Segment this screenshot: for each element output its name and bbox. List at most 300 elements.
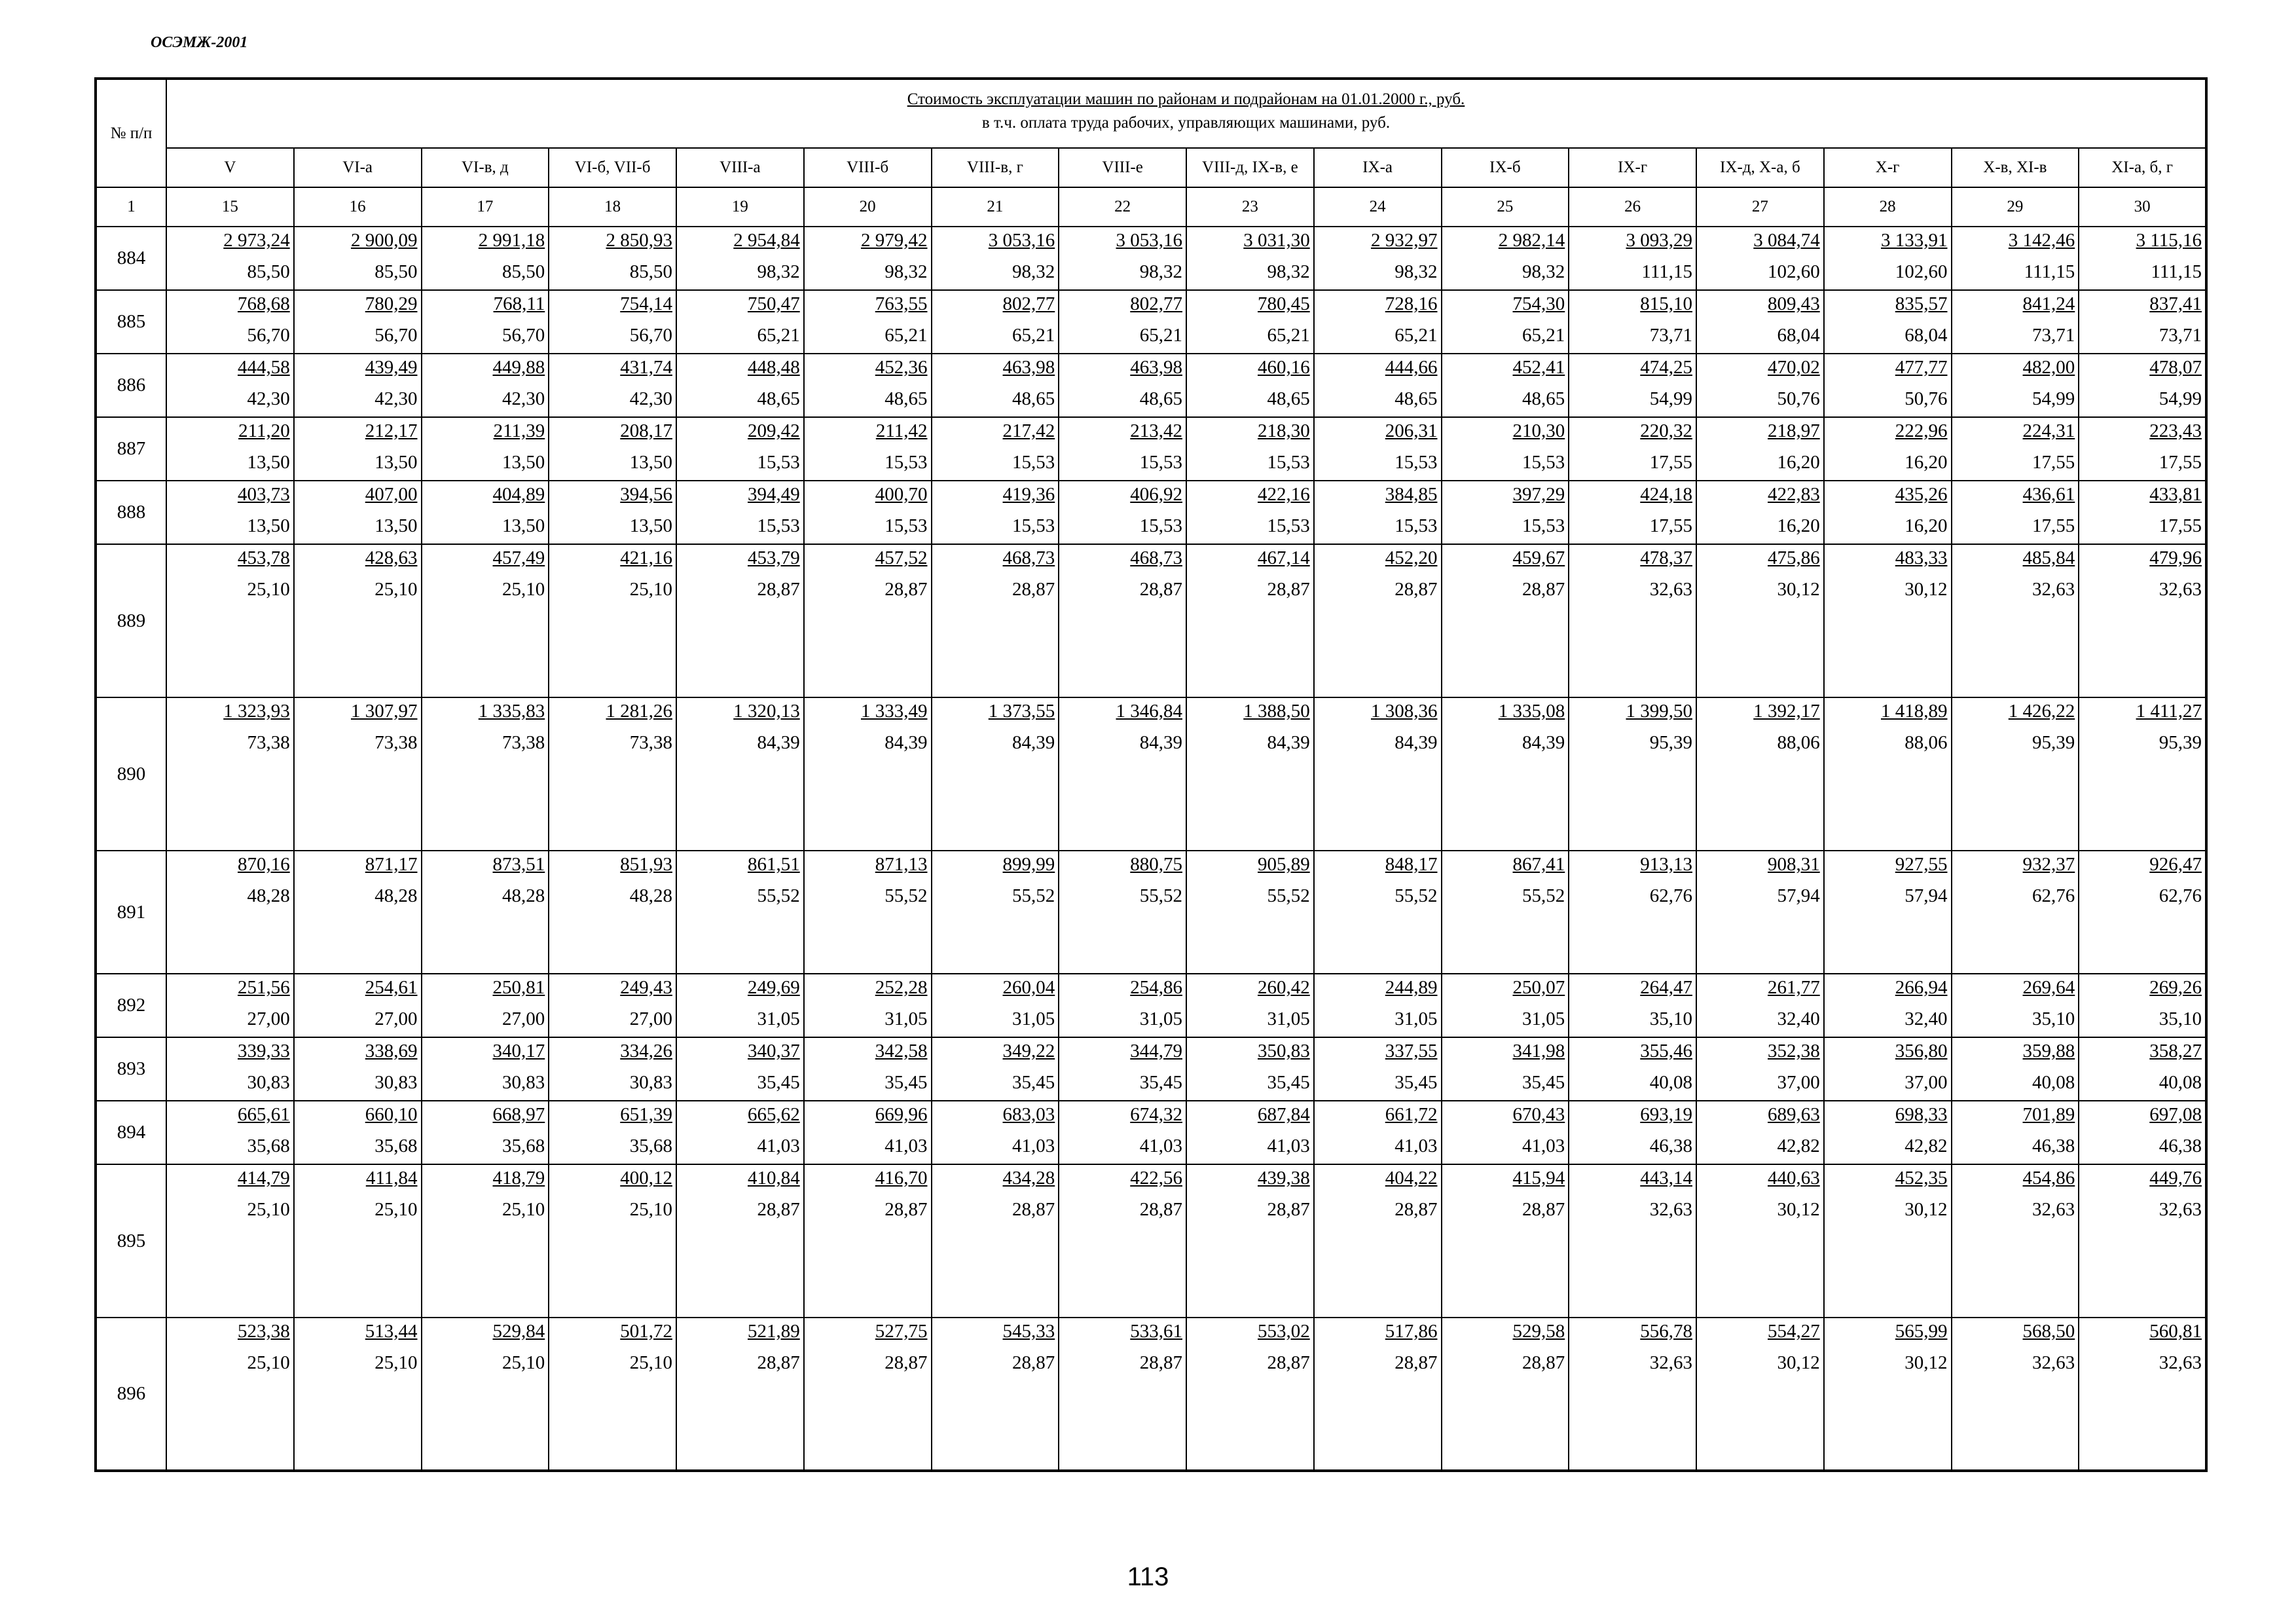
- operating-cost-value: 428,63: [365, 547, 418, 568]
- value-cell: [1059, 851, 1186, 974]
- value-cell: [804, 417, 932, 481]
- value-cell: [1314, 481, 1442, 544]
- labor-cost-value: 41,03: [757, 1135, 800, 1156]
- value-cell: [1952, 417, 2079, 481]
- labor-cost-value: 30,83: [629, 1072, 672, 1093]
- labor-cost-value: 15,53: [1139, 452, 1182, 473]
- labor-cost-value: 31,05: [1012, 1008, 1055, 1029]
- operating-cost-value: 932,37: [2022, 854, 2075, 875]
- labor-cost-value: 65,21: [1267, 325, 1310, 346]
- operating-cost-value: 251,56: [238, 977, 290, 998]
- value-cell: [422, 290, 549, 354]
- labor-cost-value: 28,87: [1012, 1199, 1055, 1220]
- value-cell: [1824, 1037, 1952, 1101]
- operating-cost-value: 439,38: [1258, 1168, 1310, 1189]
- value-cell: [932, 1037, 1059, 1101]
- operating-cost-value: 211,20: [238, 420, 290, 441]
- row-number: 885: [96, 290, 166, 354]
- labor-cost-value: 98,32: [1522, 261, 1565, 282]
- labor-cost-value: 28,87: [1394, 579, 1438, 600]
- labor-cost-value: 15,53: [1394, 452, 1438, 473]
- operating-cost-value: 560,81: [2149, 1321, 2202, 1342]
- operating-cost-value: 556,78: [1640, 1321, 1692, 1342]
- operating-cost-value: 477,77: [1895, 357, 1948, 378]
- labor-cost-value: 56,70: [629, 325, 672, 346]
- table-row: [96, 851, 2206, 974]
- value-cell: [676, 290, 804, 354]
- value-cell: [1059, 1164, 1186, 1318]
- operating-cost-value: 697,08: [2149, 1104, 2202, 1125]
- value-cell: [1186, 481, 1314, 544]
- labor-cost-value: 85,50: [247, 261, 290, 282]
- table-row: [96, 290, 2206, 354]
- column-name-header: VIII-а: [676, 148, 804, 187]
- value-cell: [1824, 227, 1952, 290]
- labor-cost-value: 95,39: [1649, 732, 1692, 753]
- labor-cost-value: 54,99: [1649, 388, 1692, 409]
- operating-cost-value: 841,24: [2022, 293, 2075, 314]
- operating-cost-value: 355,46: [1640, 1041, 1692, 1061]
- operating-cost-value: 448,48: [748, 357, 800, 378]
- labor-cost-value: 25,10: [629, 1199, 672, 1220]
- operating-cost-value: 384,85: [1385, 484, 1438, 505]
- labor-cost-value: 30,12: [1777, 1352, 1820, 1373]
- operating-cost-value: 334,26: [620, 1041, 672, 1061]
- value-cell: [549, 227, 676, 290]
- operating-cost-value: 249,43: [620, 977, 672, 998]
- value-cell: [549, 1318, 676, 1471]
- value-cell: [1186, 417, 1314, 481]
- value-cell: [422, 974, 549, 1037]
- operating-cost-value: 1 411,27: [2136, 701, 2202, 722]
- labor-cost-value: 73,71: [1649, 325, 1692, 346]
- operating-cost-value: 698,33: [1895, 1104, 1948, 1125]
- operating-cost-value: 459,67: [1512, 547, 1565, 568]
- operating-cost-value: 553,02: [1258, 1321, 1310, 1342]
- value-cell: [1314, 544, 1442, 697]
- value-cell: [294, 697, 422, 851]
- value-cell: [676, 417, 804, 481]
- table-row: [96, 481, 2206, 544]
- row-number: 887: [96, 417, 166, 481]
- value-cell: [294, 1037, 422, 1101]
- operating-cost-value: 433,81: [2149, 484, 2202, 505]
- value-cell: [1824, 290, 1952, 354]
- column-number-cell: 1: [96, 187, 166, 227]
- column-number-cell: 24: [1314, 187, 1442, 227]
- value-cell: [1442, 697, 1569, 851]
- labor-cost-value: 73,38: [629, 732, 672, 753]
- column-name-header: IX-г: [1569, 148, 1696, 187]
- labor-cost-value: 25,10: [629, 579, 672, 600]
- value-cell: [1314, 851, 1442, 974]
- operating-cost-value: 222,96: [1895, 420, 1948, 441]
- labor-cost-value: 28,87: [1267, 1199, 1310, 1220]
- operating-cost-value: 213,42: [1130, 420, 1182, 441]
- operating-cost-value: 871,17: [365, 854, 418, 875]
- labor-cost-value: 40,08: [1649, 1072, 1692, 1093]
- labor-cost-value: 15,53: [1012, 452, 1055, 473]
- labor-cost-value: 95,39: [2159, 732, 2202, 753]
- operating-cost-value: 1 333,49: [861, 701, 928, 722]
- labor-cost-value: 32,40: [1777, 1008, 1820, 1029]
- value-cell: [1186, 544, 1314, 697]
- labor-cost-value: 56,70: [502, 325, 545, 346]
- labor-cost-value: 13,50: [247, 515, 290, 536]
- operating-cost-value: 763,55: [875, 293, 928, 314]
- labor-cost-value: 57,94: [1777, 885, 1820, 906]
- labor-cost-value: 16,20: [1904, 515, 1948, 536]
- value-cell: [1569, 227, 1696, 290]
- column-numbers-row: [96, 187, 2206, 227]
- labor-cost-value: 41,03: [1267, 1135, 1310, 1156]
- operating-cost-value: 1 426,22: [2008, 701, 2075, 722]
- value-cell: [804, 1101, 932, 1164]
- labor-cost-value: 32,63: [1649, 579, 1692, 600]
- value-cell: [932, 544, 1059, 697]
- operating-cost-value: 668,97: [492, 1104, 545, 1125]
- operating-cost-value: 513,44: [365, 1321, 418, 1342]
- value-cell: [676, 1164, 804, 1318]
- value-cell: [1824, 1164, 1952, 1318]
- value-cell: [1314, 227, 1442, 290]
- labor-cost-value: 28,87: [884, 579, 928, 600]
- labor-cost-value: 32,63: [1649, 1199, 1692, 1220]
- labor-cost-value: 32,63: [2032, 1199, 2075, 1220]
- value-cell: [1442, 851, 1569, 974]
- value-cell: [422, 1164, 549, 1318]
- value-cell: [932, 697, 1059, 851]
- table-row: [96, 227, 2206, 290]
- value-cell: [1952, 1318, 2079, 1471]
- operating-cost-value: 394,56: [620, 484, 672, 505]
- value-cell: [804, 544, 932, 697]
- labor-cost-value: 28,87: [1139, 579, 1182, 600]
- labor-cost-value: 28,87: [757, 1199, 800, 1220]
- value-cell: [422, 1101, 549, 1164]
- labor-cost-value: 54,99: [2159, 388, 2202, 409]
- labor-cost-value: 35,10: [2159, 1008, 2202, 1029]
- operating-cost-value: 851,93: [620, 854, 672, 875]
- value-cell: [1952, 974, 2079, 1037]
- labor-cost-value: 85,50: [374, 261, 418, 282]
- value-cell: [1569, 1037, 1696, 1101]
- labor-cost-value: 32,63: [2159, 1199, 2202, 1220]
- operating-cost-value: 880,75: [1130, 854, 1182, 875]
- operating-cost-value: 754,14: [620, 293, 672, 314]
- labor-cost-value: 17,55: [1649, 515, 1692, 536]
- operating-cost-value: 463,98: [1130, 357, 1182, 378]
- value-cell: [1569, 974, 1696, 1037]
- labor-cost-value: 88,06: [1904, 732, 1948, 753]
- operating-cost-value: 2 954,84: [733, 230, 800, 251]
- operating-cost-value: 3 053,16: [988, 230, 1055, 251]
- operating-cost-value: 419,36: [1002, 484, 1055, 505]
- value-cell: [1824, 697, 1952, 851]
- labor-cost-value: 40,08: [2159, 1072, 2202, 1093]
- operating-cost-value: 444,58: [238, 357, 290, 378]
- value-cell: [422, 354, 549, 417]
- labor-cost-value: 35,68: [247, 1135, 290, 1156]
- operating-cost-value: 338,69: [365, 1041, 418, 1061]
- operating-cost-value: 1 373,55: [988, 701, 1055, 722]
- operating-cost-value: 337,55: [1385, 1041, 1438, 1061]
- row-number: 890: [96, 697, 166, 851]
- row-number: 892: [96, 974, 166, 1037]
- table-row: [96, 1037, 2206, 1101]
- labor-cost-value: 98,32: [1267, 261, 1310, 282]
- operating-cost-value: 674,32: [1130, 1104, 1182, 1125]
- operating-cost-value: 269,64: [2022, 977, 2075, 998]
- value-cell: [166, 417, 294, 481]
- value-cell: [1696, 1101, 1824, 1164]
- labor-cost-value: 35,45: [1012, 1072, 1055, 1093]
- value-cell: [549, 417, 676, 481]
- value-cell: [676, 974, 804, 1037]
- labor-cost-value: 84,39: [757, 732, 800, 753]
- value-cell: [1186, 227, 1314, 290]
- operating-cost-value: 260,42: [1258, 977, 1310, 998]
- labor-cost-value: 65,21: [1394, 325, 1438, 346]
- operating-cost-value: 533,61: [1130, 1321, 1182, 1342]
- operating-cost-value: 422,16: [1258, 484, 1310, 505]
- value-cell: [166, 290, 294, 354]
- value-cell: [932, 227, 1059, 290]
- value-cell: [1952, 481, 2079, 544]
- labor-cost-value: 48,65: [1394, 388, 1438, 409]
- value-cell: [1314, 697, 1442, 851]
- operating-cost-value: 815,10: [1640, 293, 1692, 314]
- labor-cost-value: 15,53: [757, 452, 800, 473]
- operating-cost-value: 501,72: [620, 1321, 672, 1342]
- labor-cost-value: 65,21: [757, 325, 800, 346]
- value-cell: [422, 851, 549, 974]
- column-number-cell: 26: [1569, 187, 1696, 227]
- labor-cost-value: 46,38: [2159, 1135, 2202, 1156]
- operating-cost-value: 254,61: [365, 977, 418, 998]
- operating-cost-value: 400,12: [620, 1168, 672, 1189]
- value-cell: [294, 481, 422, 544]
- value-cell: [1824, 481, 1952, 544]
- value-cell: [1569, 544, 1696, 697]
- operating-cost-value: 693,19: [1640, 1104, 1692, 1125]
- operating-cost-value: 479,96: [2149, 547, 2202, 568]
- labor-cost-value: 16,20: [1904, 452, 1948, 473]
- value-cell: [1442, 1101, 1569, 1164]
- labor-cost-value: 28,87: [1012, 579, 1055, 600]
- operating-cost-value: 394,49: [748, 484, 800, 505]
- table-row: [96, 1101, 2206, 1164]
- labor-cost-value: 48,28: [247, 885, 290, 906]
- labor-cost-value: 56,70: [374, 325, 418, 346]
- labor-cost-value: 65,21: [1012, 325, 1055, 346]
- operating-cost-value: 523,38: [238, 1321, 290, 1342]
- row-number: 888: [96, 481, 166, 544]
- page-number: 113: [1127, 1562, 1169, 1591]
- operating-cost-value: 249,69: [748, 977, 800, 998]
- value-cell: [2079, 851, 2206, 974]
- value-cell: [804, 290, 932, 354]
- operating-cost-value: 2 932,97: [1371, 230, 1438, 251]
- labor-cost-value: 27,00: [502, 1008, 545, 1029]
- operating-cost-value: 410,84: [748, 1168, 800, 1189]
- operating-cost-value: 554,27: [1768, 1321, 1820, 1342]
- labor-cost-value: 25,10: [247, 1199, 290, 1220]
- operating-cost-value: 397,29: [1512, 484, 1565, 505]
- labor-cost-value: 32,40: [1904, 1008, 1948, 1029]
- value-cell: [1442, 354, 1569, 417]
- operating-cost-value: 905,89: [1258, 854, 1310, 875]
- operating-cost-value: 244,89: [1385, 977, 1438, 998]
- operating-cost-value: 913,13: [1640, 854, 1692, 875]
- operating-cost-value: 217,42: [1002, 420, 1055, 441]
- operating-cost-value: 3 142,46: [2008, 230, 2075, 251]
- value-cell: [932, 974, 1059, 1037]
- operating-cost-value: 452,35: [1895, 1168, 1948, 1189]
- operating-cost-value: 208,17: [620, 420, 672, 441]
- operating-cost-value: 2 973,24: [223, 230, 290, 251]
- value-cell: [1569, 417, 1696, 481]
- labor-cost-value: 31,05: [884, 1008, 928, 1029]
- operating-cost-value: 206,31: [1385, 420, 1438, 441]
- operating-cost-value: 434,28: [1002, 1168, 1055, 1189]
- labor-cost-value: 98,32: [1012, 261, 1055, 282]
- operating-cost-value: 344,79: [1130, 1041, 1182, 1061]
- labor-cost-value: 25,10: [374, 1352, 418, 1373]
- value-cell: [422, 227, 549, 290]
- value-cell: [1186, 354, 1314, 417]
- value-cell: [422, 1318, 549, 1471]
- value-cell: [2079, 290, 2206, 354]
- labor-cost-value: 32,63: [2159, 1352, 2202, 1373]
- labor-cost-value: 48,28: [502, 885, 545, 906]
- value-cell: [1186, 1101, 1314, 1164]
- operating-cost-value: 422,56: [1130, 1168, 1182, 1189]
- labor-cost-value: 62,76: [1649, 885, 1692, 906]
- value-cell: [422, 417, 549, 481]
- labor-cost-value: 111,15: [1641, 261, 1692, 282]
- labor-cost-value: 31,05: [1139, 1008, 1182, 1029]
- labor-cost-value: 65,21: [1139, 325, 1182, 346]
- labor-cost-value: 13,50: [374, 452, 418, 473]
- labor-cost-value: 17,55: [2159, 515, 2202, 536]
- labor-cost-value: 13,50: [629, 452, 672, 473]
- labor-cost-value: 65,21: [1522, 325, 1565, 346]
- operating-cost-value: 527,75: [875, 1321, 928, 1342]
- operating-cost-value: 529,58: [1512, 1321, 1565, 1342]
- operating-cost-value: 669,96: [875, 1104, 928, 1125]
- table-row: [96, 697, 2206, 851]
- labor-cost-value: 85,50: [629, 261, 672, 282]
- value-cell: [1059, 1101, 1186, 1164]
- labor-cost-value: 98,32: [884, 261, 928, 282]
- value-cell: [1186, 1318, 1314, 1471]
- column-number-cell: 23: [1186, 187, 1314, 227]
- value-cell: [676, 1101, 804, 1164]
- labor-cost-value: 25,10: [247, 1352, 290, 1373]
- value-cell: [2079, 1101, 2206, 1164]
- operating-cost-value: 661,72: [1385, 1104, 1438, 1125]
- labor-cost-value: 55,52: [884, 885, 928, 906]
- column-number-cell: 15: [166, 187, 294, 227]
- row-number: 894: [96, 1101, 166, 1164]
- operating-cost-value: 436,61: [2022, 484, 2075, 505]
- operating-cost-value: 1 281,26: [606, 701, 672, 722]
- value-cell: [1442, 544, 1569, 697]
- value-cell: [2079, 697, 2206, 851]
- labor-cost-value: 15,53: [1394, 515, 1438, 536]
- operating-cost-value: 453,78: [238, 547, 290, 568]
- value-cell: [549, 290, 676, 354]
- value-cell: [932, 354, 1059, 417]
- operating-cost-value: 701,89: [2022, 1104, 2075, 1125]
- column-names-row: [96, 148, 2206, 187]
- operating-cost-value: 908,31: [1768, 854, 1820, 875]
- value-cell: [1186, 851, 1314, 974]
- value-cell: [294, 1318, 422, 1471]
- value-cell: [549, 544, 676, 697]
- operating-cost-value: 404,22: [1385, 1168, 1438, 1189]
- value-cell: [1569, 697, 1696, 851]
- labor-cost-value: 84,39: [1394, 732, 1438, 753]
- operating-cost-value: 342,58: [875, 1041, 928, 1061]
- labor-cost-value: 31,05: [757, 1008, 800, 1029]
- labor-cost-value: 56,70: [247, 325, 290, 346]
- operating-cost-value: 350,83: [1258, 1041, 1310, 1061]
- labor-cost-value: 37,00: [1904, 1072, 1948, 1093]
- labor-cost-value: 42,30: [374, 388, 418, 409]
- operating-cost-value: 457,52: [875, 547, 928, 568]
- operating-cost-value: 545,33: [1002, 1321, 1055, 1342]
- value-cell: [1952, 697, 2079, 851]
- value-cell: [1696, 544, 1824, 697]
- value-cell: [1186, 1164, 1314, 1318]
- operating-cost-value: 1 307,97: [351, 701, 418, 722]
- labor-cost-value: 35,10: [2032, 1008, 2075, 1029]
- value-cell: [1059, 1318, 1186, 1471]
- value-cell: [1569, 481, 1696, 544]
- labor-cost-value: 25,10: [502, 1199, 545, 1220]
- value-cell: [1059, 354, 1186, 417]
- value-cell: [1696, 417, 1824, 481]
- column-number-cell: 17: [422, 187, 549, 227]
- labor-cost-value: 28,87: [1522, 1199, 1565, 1220]
- value-cell: [1314, 974, 1442, 1037]
- operating-cost-value: 927,55: [1895, 854, 1948, 875]
- labor-cost-value: 13,50: [247, 452, 290, 473]
- value-cell: [1696, 481, 1824, 544]
- value-cell: [932, 481, 1059, 544]
- operating-cost-value: 452,20: [1385, 547, 1438, 568]
- labor-cost-value: 84,39: [1012, 732, 1055, 753]
- value-cell: [1952, 354, 2079, 417]
- labor-cost-value: 27,00: [247, 1008, 290, 1029]
- labor-cost-value: 48,28: [374, 885, 418, 906]
- value-cell: [1059, 290, 1186, 354]
- value-cell: [1314, 417, 1442, 481]
- operating-cost-value: 349,22: [1002, 1041, 1055, 1061]
- operating-cost-value: 517,86: [1385, 1321, 1438, 1342]
- labor-cost-value: 15,53: [884, 515, 928, 536]
- labor-cost-value: 84,39: [884, 732, 928, 753]
- operating-cost-value: 568,50: [2022, 1321, 2075, 1342]
- value-cell: [804, 851, 932, 974]
- labor-cost-value: 62,76: [2032, 885, 2075, 906]
- value-cell: [932, 1164, 1059, 1318]
- operating-cost-value: 269,26: [2149, 977, 2202, 998]
- operating-cost-value: 521,89: [748, 1321, 800, 1342]
- labor-cost-value: 15,53: [1012, 515, 1055, 536]
